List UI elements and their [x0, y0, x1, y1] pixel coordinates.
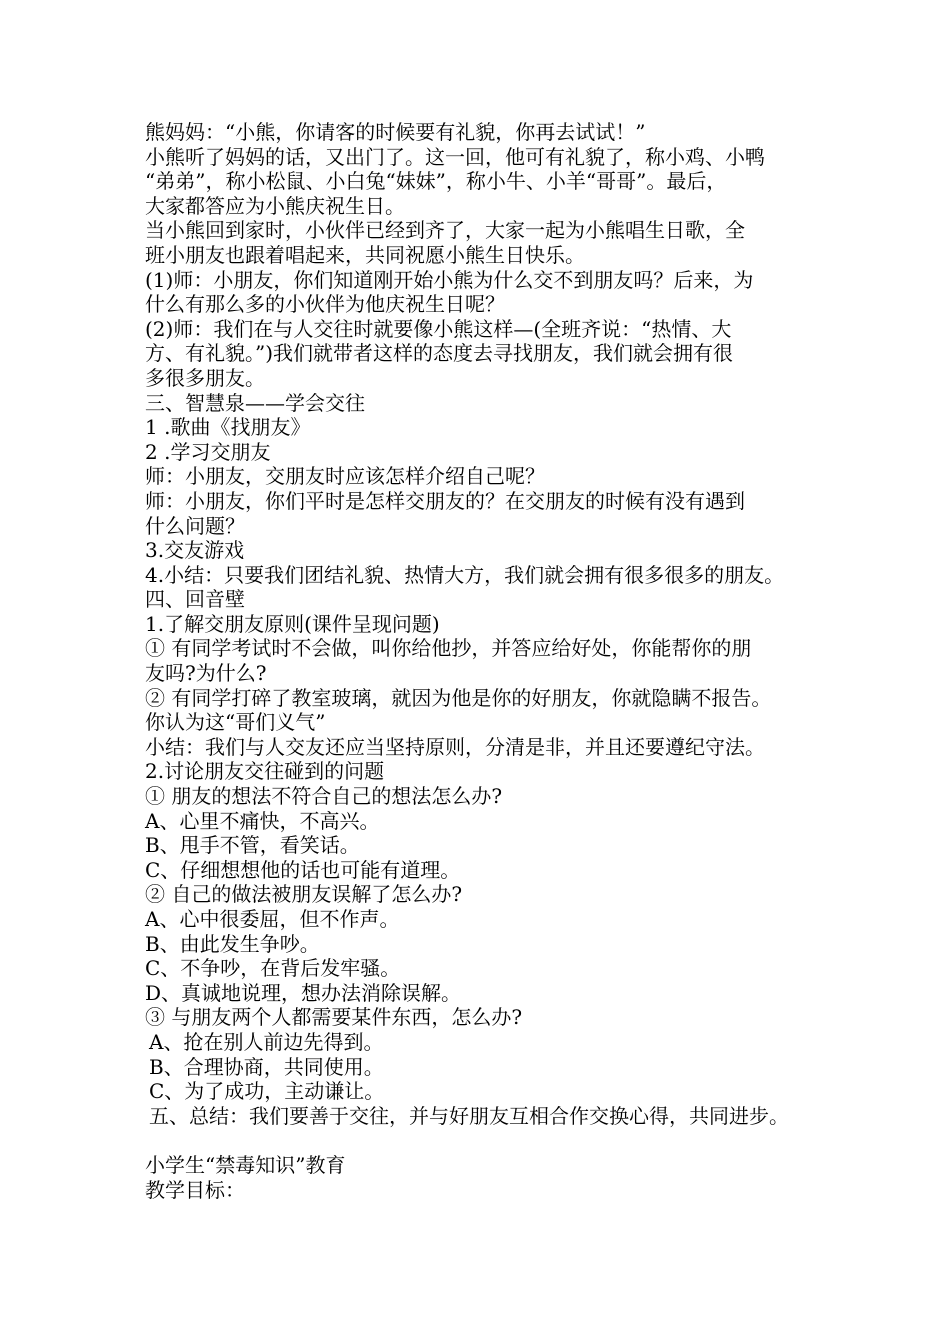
text-line: 教学目标： [145, 1177, 245, 1202]
text-line: 1 .歌曲《找朋友》 [145, 415, 311, 440]
text-line: ③ 与朋友两个人都需要某件东西，怎么办? [145, 1005, 523, 1030]
blank-line [145, 1128, 835, 1153]
text-line: 多很多朋友。 [145, 365, 265, 390]
text-line: 大家都答应为小熊庆祝生日。 [145, 193, 405, 218]
text-line: “弟弟”，称小松鼠、小白兔“妹妹”，称小牛、小羊“哥哥”。最后， [145, 169, 727, 194]
option-line: B、由此发生争吵。 [145, 931, 320, 956]
text-line: 小结：我们与人交友还应当坚持原则，分清是非，并且还要遵纪守法。 [145, 734, 765, 759]
text-line: (1)师：小朋友，你们知道刚开始小熊为什么交不到朋友吗？后来，为 [145, 267, 754, 292]
option-line: B、合理协商，共同使用。 [149, 1054, 384, 1079]
text-line: ① 朋友的想法不符合自己的想法怎么办? [145, 784, 503, 809]
text-line: 师：小朋友，交朋友时应该怎样介绍自己呢？ [145, 464, 545, 489]
text-line: 你认为这“哥们义气” [145, 710, 326, 735]
text-line: 1.了解交朋友原则(课件呈现问题) [145, 611, 440, 636]
text-line: 4.小结：只要我们团结礼貌、热情大方，我们就会拥有很多很多的朋友。 [145, 562, 785, 587]
option-line: A、心中很委屈，但不作声。 [145, 907, 400, 931]
text-line: (2)师：我们在与人交往时就要像小熊这样—(全班齐说：“热情、大 [145, 316, 732, 341]
text-line: 熊妈妈：“小熊，你请客的时候要有礼貌，你再去试试！” [145, 120, 646, 144]
section-heading: 四、回音壁 [145, 587, 245, 612]
text-line: 当小熊回到家时，小伙伴已经到齐了，大家一起为小熊唱生日歌，全 [145, 218, 745, 243]
text-line: 方、有礼貌。”)我们就带者这样的态度去寻找朋友，我们就会拥有很 [145, 341, 734, 366]
text-line: ① 有同学考试时不会做，叫你给他抄，并答应给好处，你能帮你的朋 [145, 636, 752, 661]
text-line: 班小朋友也跟着唱起来，共同祝愿小熊生日快乐。 [145, 242, 585, 267]
option-line: B、甩手不管，看笑话。 [145, 833, 360, 858]
text-line: 什么有那么多的小伙伴为他庆祝生日呢？ [145, 292, 505, 317]
option-line: C、为了成功，主动谦让。 [149, 1079, 385, 1104]
text-line: 师：小朋友，你们平时是怎样交朋友的？在交朋友的时候有没有遇到 [145, 488, 745, 513]
option-line: D、真诚地说理，想办法消除误解。 [145, 980, 462, 1005]
text-line: 友吗?为什么? [145, 661, 267, 686]
document-page [145, 120, 835, 1202]
option-line: A、心里不痛快，不高兴。 [145, 808, 380, 833]
section-heading: 五、总结：我们要善于交往，并与好朋友互相合作交换心得，共同进步。 [149, 1103, 789, 1128]
text-line: 3.交友游戏 [145, 538, 245, 563]
option-line: A、抢在别人前边先得到。 [149, 1029, 384, 1054]
document-title: 小学生“禁毒知识”教育 [145, 1152, 346, 1177]
section-heading: 三、智慧泉——学会交往 [145, 390, 365, 415]
option-line: C、仔细想想他的话也可能有道理。 [145, 857, 461, 882]
text-line: 小熊听了妈妈的话，又出门了。这一回，他可有礼貌了，称小鸡、小鸭 [145, 144, 765, 169]
text-line: ② 有同学打碎了教室玻璃，就因为他是你的好朋友，你就隐瞒不报告。 [145, 685, 772, 710]
option-line: C、不争吵，在背后发牢骚。 [145, 956, 401, 981]
text-line: 2 .学习交朋友 [145, 439, 271, 464]
text-line: ② 自己的做法被朋友误解了怎么办? [145, 882, 463, 907]
text-line: 2.讨论朋友交往碰到的问题 [145, 759, 385, 784]
text-line: 什么问题？ [145, 513, 245, 538]
